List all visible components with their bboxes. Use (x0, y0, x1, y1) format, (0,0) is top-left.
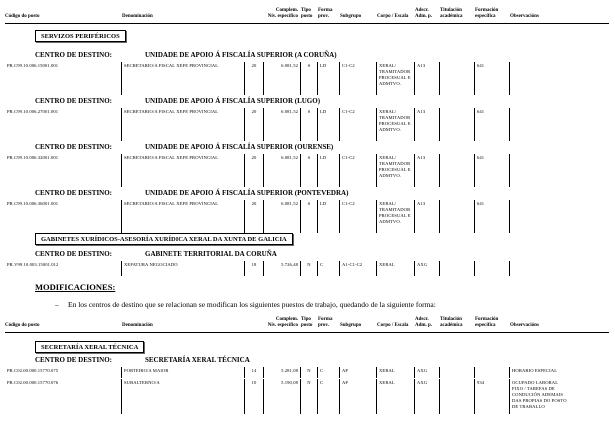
header-cell-denominacion: Denominación (122, 323, 153, 329)
cell-nivel: 14 (245, 367, 264, 378)
cell-denominacion: XEFATURA NEGOCIADO (122, 261, 245, 276)
header-cell-tipo-posto: Tipo posto (301, 8, 313, 20)
centro-label: CENTRO DE DESTINO: (35, 97, 113, 105)
centro-label: CENTRO DE DESTINO: (35, 51, 113, 59)
cell-forma: C (318, 367, 340, 378)
header-cell-corpo-escala: Corpo / Escala (377, 323, 409, 329)
cell-tipo: S (301, 154, 318, 187)
cell-titulacion (440, 62, 475, 95)
cell-titulacion (440, 200, 475, 233)
cell-titulacion (440, 261, 475, 276)
header-cell-codigo: Código do posto (5, 14, 40, 20)
cell-formacion: 641 (475, 200, 510, 233)
modificaciones-heading: MODIFICACIONES: (35, 282, 116, 292)
cell-corpo: XERAL/ TRAMITADOR PROCESUAL E ADMTVO. (377, 62, 415, 95)
modificaciones-bullet (55, 300, 600, 309)
section-title-secretaria-xeral-tecnica: SECRETARÍA XERAL TÉCNICA (35, 341, 144, 353)
table-row (5, 367, 609, 378)
centro-title: UNIDADE DE APOIO Á FISCALÍA SUPERIOR (PONTEVEDRA) (145, 189, 349, 197)
bullet-dash: – (55, 300, 59, 309)
header-cell-observacions: Observacións (510, 14, 539, 20)
cell-adscricion: AXG (415, 367, 440, 378)
cell-observacions (510, 261, 609, 276)
cell-complemento: 6.081,52 (264, 200, 301, 233)
cell-codigo: PR.C99.10.006.32001.001 (5, 154, 122, 187)
cell-adscricion: A13 (415, 62, 440, 95)
header-cell-adscr: Adscr. Adm. p. (415, 8, 433, 20)
cell-nivel: 20 (245, 108, 264, 141)
cell-observacions (510, 154, 609, 187)
header-cell-subgrupo: Subgrupo (340, 323, 362, 329)
cell-adscricion: A13 (415, 108, 440, 141)
cell-complemento: 5.726,48 (264, 261, 301, 276)
cell-codigo: PR.C99.10.006.27001.001 (5, 108, 122, 141)
header-cell-forma-prov: Forma prov. (318, 8, 333, 20)
cell-observacions (510, 200, 609, 233)
header-cell-corpo-escala: Corpo / Escala (377, 14, 409, 20)
cell-denominacion: PORTEIRO/A MAIOR (122, 367, 245, 378)
cell-complemento: 6.081,52 (264, 62, 301, 95)
cell-formacion (475, 261, 510, 276)
cell-denominacion: SUBALTERNO/A (122, 379, 245, 414)
cell-corpo: XERAL (377, 379, 415, 414)
cell-denominacion: SECRETARIO/A FISCAL XEFE PROVINCIAL (122, 154, 245, 187)
cell-tipo: S (301, 62, 318, 95)
header-cell-observacions: Observacións (510, 323, 539, 329)
cell-codigo: PR.V99.10.003.15001.012 (5, 261, 122, 276)
cell-subgrupo: C1-C2 (340, 200, 377, 233)
centro-title: UNIDADE DE APOIO Á FISCALÍA SUPERIOR (LUGO) (145, 97, 321, 105)
header-cell-denominacion: Denominación (122, 14, 153, 20)
cell-observacions: OCUPADO LABORAL FIXO / TAREFAS DE CONDUCIÓN ADEMAIS DAS PROPIAS DO POSTO DE TRABALLO (512, 380, 567, 409)
cell-observacions (510, 108, 609, 141)
header-cell-complem-niv: Complem. Nív. específico (267, 8, 298, 20)
table-row (5, 154, 609, 187)
centro-destino-sxt (35, 356, 605, 365)
cell-forma: LD (318, 154, 340, 187)
centro-destino-coruna (35, 51, 605, 60)
cell-complemento: 6.081,52 (264, 154, 301, 187)
cell-corpo: XERAL (377, 261, 415, 276)
centro-label: CENTRO DE DESTINO: (35, 143, 113, 151)
cell-corpo: XERAL/ TRAMITADOR PROCESUAL E ADMTVO. (377, 200, 415, 233)
table-row (5, 200, 609, 233)
cell-corpo: XERAL/ TRAMITADOR PROCESUAL E ADMTVO. (377, 108, 415, 141)
table-row (5, 261, 609, 276)
cell-subgrupo: C1-C2 (340, 108, 377, 141)
cell-denominacion: SECRETARIO/A FISCAL XEFE PROVINCIAL (122, 200, 245, 233)
cell-denominacion: SECRETARIO/A FISCAL XEFE PROVINCIAL (122, 62, 245, 95)
section-title-servizos-perifericos: SERVIZOS PERIFÉRICOS (35, 30, 126, 42)
section-title-gabinetes-xuridicos: GABINETES XURÍDICOS-ASESORÍA XURÍDICA XERAL DA XUNTA DE GALICIA (35, 233, 293, 245)
cell-nivel: 20 (245, 200, 264, 233)
cell-nivel: 10 (245, 379, 264, 414)
centro-title: SECRETARÍA XERAL TÉCNICA (145, 356, 250, 364)
centro-title: UNIDADE DE APOIO Á FISCALÍA SUPERIOR (OURENSE) (145, 143, 334, 151)
cell-tipo: N (301, 379, 318, 414)
header-cell-formacion: Formación específica (475, 317, 499, 329)
header-cell-titulacion: Titulación académica (440, 317, 463, 329)
cell-forma: C (318, 261, 340, 276)
centro-label: CENTRO DE DESTINO: (35, 189, 113, 197)
table-row (5, 62, 609, 95)
cell-codigo: PR.C99.10.006.36001.001 (5, 200, 122, 233)
cell-codigo: PR.C02.00.000.15770.076 (5, 379, 122, 414)
cell-forma: LD (318, 108, 340, 141)
cell-codigo: PR.C02.00.000.15770.075 (5, 367, 122, 378)
cell-formacion: 641 (475, 108, 510, 141)
table-header (5, 317, 609, 333)
cell-subgrupo: A1-C1-C2 (340, 261, 377, 276)
cell-observacions (510, 62, 609, 95)
table-header (5, 8, 609, 24)
table-row (5, 108, 609, 141)
cell-observacions: HORARIO ESPECIAL (512, 368, 558, 373)
cell-forma: LD (318, 200, 340, 233)
centro-label: CENTRO DE DESTINO: (35, 356, 113, 364)
centro-title: GABINETE TERRITORIAL DA CORUÑA (145, 250, 277, 258)
cell-subgrupo: C1-C2 (340, 154, 377, 187)
cell-subgrupo: C1-C2 (340, 62, 377, 95)
header-cell-formacion: Formación específica (475, 8, 499, 20)
cell-forma: C (318, 379, 340, 414)
cell-formacion (475, 367, 510, 378)
header-cell-forma-prov: Forma prov. (318, 317, 333, 329)
table-row (5, 379, 609, 414)
centro-label: CENTRO DE DESTINO: (35, 250, 113, 258)
centro-title: UNIDADE DE APOIO Á FISCALÍA SUPERIOR (A CORUÑA) (145, 51, 337, 59)
centro-destino-ourense (35, 143, 605, 152)
header-cell-complem-niv: Complem. Nív. específico (267, 317, 298, 329)
cell-titulacion (440, 379, 475, 414)
cell-tipo: S (301, 200, 318, 233)
cell-formacion: 641 (475, 154, 510, 187)
cell-titulacion (440, 367, 475, 378)
cell-corpo: XERAL (377, 367, 415, 378)
header-cell-codigo: Código do posto (5, 323, 40, 329)
cell-tipo: S (301, 108, 318, 141)
cell-formacion: 934 (475, 379, 510, 414)
header-cell-tipo-posto: Tipo posto (301, 317, 313, 329)
cell-adscricion: A13 (415, 200, 440, 233)
cell-titulacion (440, 108, 475, 141)
cell-forma: LD (318, 62, 340, 95)
centro-destino-gabinete-coruna (35, 250, 605, 259)
cell-tipo: N (301, 367, 318, 378)
cell-complemento: 6.081,52 (264, 108, 301, 141)
header-cell-titulacion: Titulación académica (440, 8, 463, 20)
cell-adscricion: AXG (415, 379, 440, 414)
cell-codigo: PR.C99.10.006.15001.001 (5, 62, 122, 95)
header-cell-subgrupo: Subgrupo (340, 14, 362, 20)
cell-subgrupo: AP (340, 367, 377, 378)
centro-destino-lugo (35, 97, 605, 106)
cell-formacion: 641 (475, 62, 510, 95)
bullet-text: En los centros de destino que se relacionan se modifican los siguientes puestos de trabajo, quedando de la siguiente forma: (68, 300, 436, 309)
cell-complemento: 5.190,08 (264, 379, 301, 414)
header-cell-adscr: Adscr. Adm. p. (415, 317, 433, 329)
cell-nivel: 20 (245, 62, 264, 95)
cell-nivel: 18 (245, 261, 264, 276)
cell-adscricion: AXG (415, 261, 440, 276)
cell-adscricion: A13 (415, 154, 440, 187)
cell-subgrupo: AP (340, 379, 377, 414)
cell-tipo: N (301, 261, 318, 276)
cell-complemento: 5.281,08 (264, 367, 301, 378)
cell-nivel: 20 (245, 154, 264, 187)
cell-corpo: XERAL/ TRAMITADOR PROCESUAL E ADMTVO. (377, 154, 415, 187)
cell-titulacion (440, 154, 475, 187)
centro-destino-pontevedra (35, 189, 605, 198)
cell-denominacion: SECRETARIO/A FISCAL XEFE PROVINCIAL (122, 108, 245, 141)
